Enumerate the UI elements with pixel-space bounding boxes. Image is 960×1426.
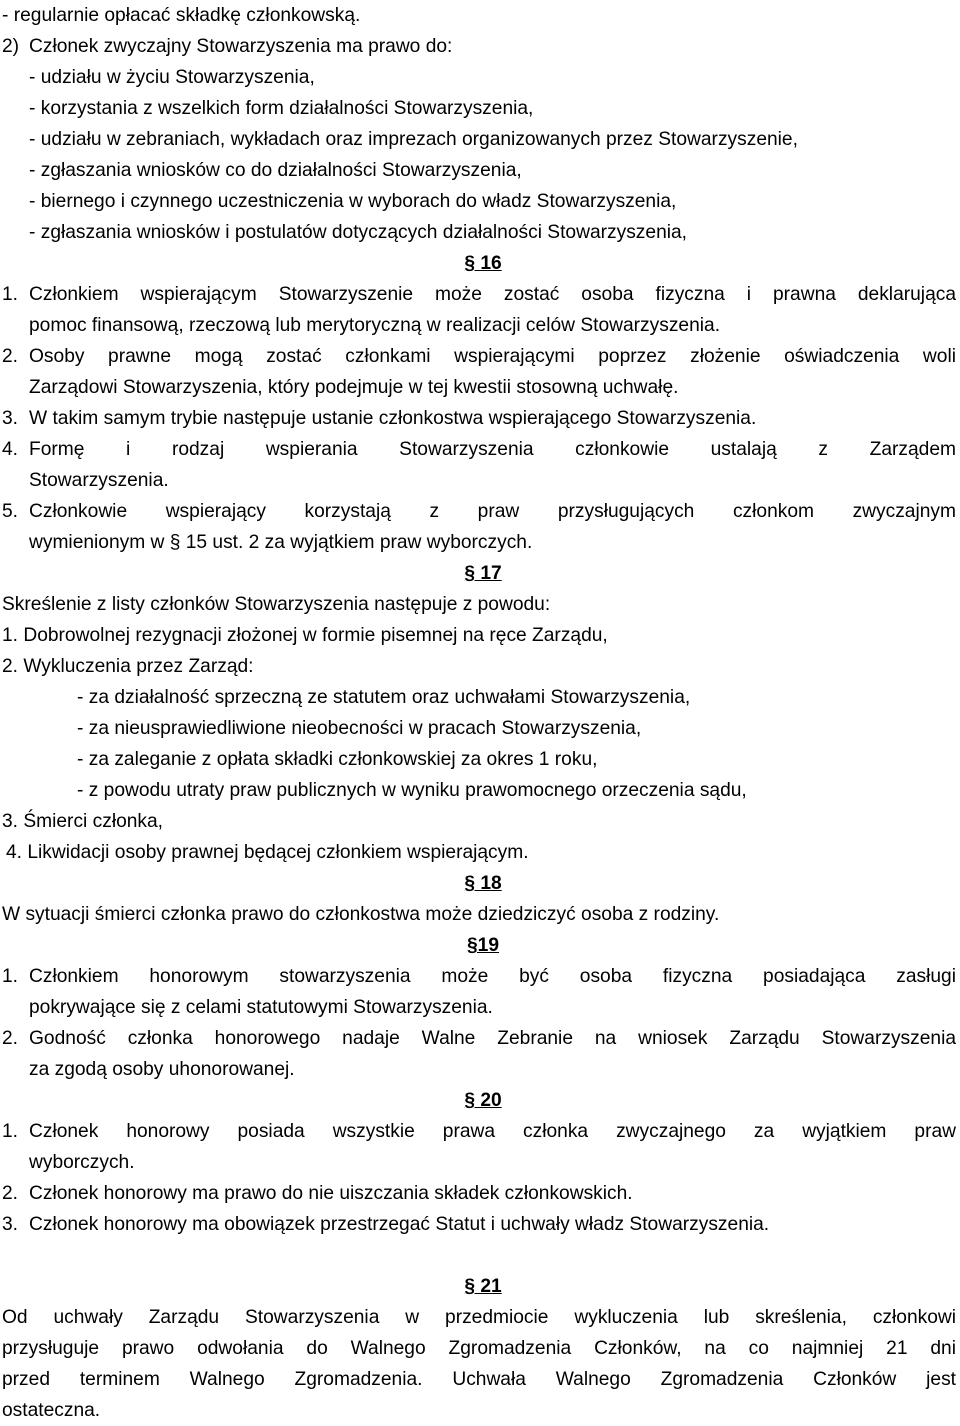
list-item: - udziału w zebraniach, wykładach oraz imprezach organizowanych przez Stowarzyszenie, xyxy=(29,129,798,150)
section-heading-16: § 16 xyxy=(464,253,502,274)
item-line: Członek honorowy posiada wszystkie prawa członka zwyczajnego za wyjątkiem praw xyxy=(29,1121,956,1142)
s16-item-2 xyxy=(2,341,956,403)
s17-item-1: 1. Dobrowolnej rezygnacji złożonej w formie pisemnej na ręce Zarządu, xyxy=(2,625,608,646)
s16-item-4 xyxy=(2,434,956,496)
section-heading-20: § 20 xyxy=(464,1090,502,1111)
paragraph-2-title xyxy=(2,31,956,62)
section-heading-18: § 18 xyxy=(464,873,502,894)
item-line: pomoc finansową, rzeczową lub merytoryczną w realizacji celów Stowarzyszenia. xyxy=(29,315,721,336)
item-line: Stowarzyszenia. xyxy=(29,470,169,491)
item-line: Osoby prawne mogą zostać członkami wspierającymi poprzez złożenie oświadczenia woli xyxy=(29,346,956,367)
item-number: 2. xyxy=(2,346,19,367)
section-heading-21: § 21 xyxy=(464,1276,502,1297)
list-item: - zgłaszania wniosków i postulatów dotyczących działalności Stowarzyszenia, xyxy=(29,222,688,243)
paragraph-text: Członek zwyczajny Stowarzyszenia ma prawo do: xyxy=(29,36,453,57)
s17-item-2: 2. Wykluczenia przez Zarząd: xyxy=(2,656,254,677)
item-line: Godność członka honorowego nadaje Walne Zebranie na wniosek Zarządu Stowarzyszenia xyxy=(29,1028,956,1049)
s19-item-2 xyxy=(2,1023,956,1085)
item-line: Członkowie wspierający korzystają z praw przysługujących członkom zwyczajnym xyxy=(29,501,956,522)
s17-sub-list xyxy=(2,682,956,806)
intro-line: - regularnie opłacać składkę członkowską. xyxy=(2,5,361,26)
rights-list xyxy=(2,62,956,248)
s21-line: ostateczna. xyxy=(2,1400,101,1421)
item-line: pokrywające się z celami statutowymi Stowarzyszenia. xyxy=(29,997,493,1018)
list-item: - za działalność sprzeczną ze statutem oraz uchwałami Stowarzyszenia, xyxy=(77,687,691,708)
item-line: Zarządowi Stowarzyszenia, który podejmuje w tej kwestii stosowną uchwałę. xyxy=(29,377,679,398)
item-line: wymienionym w § 15 ust. 2 za wyjątkiem praw wyborczych. xyxy=(29,532,533,553)
s19-item-1 xyxy=(2,961,956,1023)
s21-line: przed terminem Walnego Zgromadzenia. Uchwała Walnego Zgromadzenia Członków jest xyxy=(2,1369,956,1390)
item-number: 1. xyxy=(2,1121,19,1142)
item-line: wyborczych. xyxy=(29,1152,135,1173)
list-item: - za nieusprawiedliwione nieobecności w pracach Stowarzyszenia, xyxy=(77,718,642,739)
item-number: 4. xyxy=(2,439,19,460)
s21-line: Od uchwały Zarządu Stowarzyszenia w przedmiocie wykluczenia lub skreślenia, członkowi xyxy=(2,1307,956,1328)
item-line: za zgodą osoby uhonorowanej. xyxy=(29,1059,295,1080)
s17-item-3: 3. Śmierci członka, xyxy=(2,811,164,832)
list-item: - z powodu utraty praw publicznych w wyniku prawomocnego orzeczenia sądu, xyxy=(77,780,747,801)
section-heading-17: § 17 xyxy=(464,563,502,584)
s16-item-1 xyxy=(2,279,956,341)
item-number: 2. xyxy=(2,1183,19,1204)
s20-item-2 xyxy=(2,1178,956,1209)
s17-intro: Skreślenie z listy członków Stowarzyszenia następuje z powodu: xyxy=(2,594,551,615)
list-item: - biernego i czynnego uczestniczenia w wyborach do władz Stowarzyszenia, xyxy=(29,191,677,212)
section-heading-19: §19 xyxy=(466,935,499,956)
item-line: W takim samym trybie następuje ustanie członkostwa wspierającego Stowarzyszenia. xyxy=(29,408,757,429)
blank-line xyxy=(2,1240,956,1271)
paragraph-number: 2) xyxy=(2,36,20,57)
item-line: Członek honorowy ma obowiązek przestrzegać Statut i uchwały władz Stowarzyszenia. xyxy=(29,1214,770,1235)
s17-item-4: 4. Likwidacji osoby prawnej będącej członkiem wspierającym. xyxy=(6,842,529,863)
item-number: 1. xyxy=(2,966,19,987)
item-line: Formę i rodzaj wspierania Stowarzyszenia członkowie ustalają z Zarządem xyxy=(29,439,956,460)
s21-line: przysługuje prawo odwołania do Walnego Zgromadzenia Członków, na co najmniej 21 dni xyxy=(2,1338,956,1359)
item-number: 5. xyxy=(2,501,19,522)
item-number: 1. xyxy=(2,284,19,305)
s16-item-3 xyxy=(2,403,956,434)
s20-item-1 xyxy=(2,1116,956,1178)
list-item: - korzystania z wszelkich form działalności Stowarzyszenia, xyxy=(29,98,534,119)
s20-item-3 xyxy=(2,1209,956,1240)
list-item: - udziału w życiu Stowarzyszenia, xyxy=(29,67,315,88)
item-number: 2. xyxy=(2,1028,19,1049)
list-item: - za zaleganie z opłata składki członkowskiej za okres 1 roku, xyxy=(77,749,598,770)
item-number: 3. xyxy=(2,408,19,429)
item-number: 3. xyxy=(2,1214,19,1235)
s16-item-5 xyxy=(2,496,956,558)
item-line: Członek honorowy ma prawo do nie uiszczania składek członkowskich. xyxy=(29,1183,633,1204)
list-item: - zgłaszania wniosków co do działalności Stowarzyszenia, xyxy=(29,160,522,181)
s18-text: W sytuacji śmierci członka prawo do członkostwa może dziedziczyć osoba z rodziny. xyxy=(2,904,720,925)
item-line: Członkiem wspierającym Stowarzyszenie może zostać osoba fizyczna i prawna deklarująca xyxy=(29,284,956,305)
item-line: Członkiem honorowym stowarzyszenia może być osoba fizyczna posiadająca zasługi xyxy=(29,966,956,987)
